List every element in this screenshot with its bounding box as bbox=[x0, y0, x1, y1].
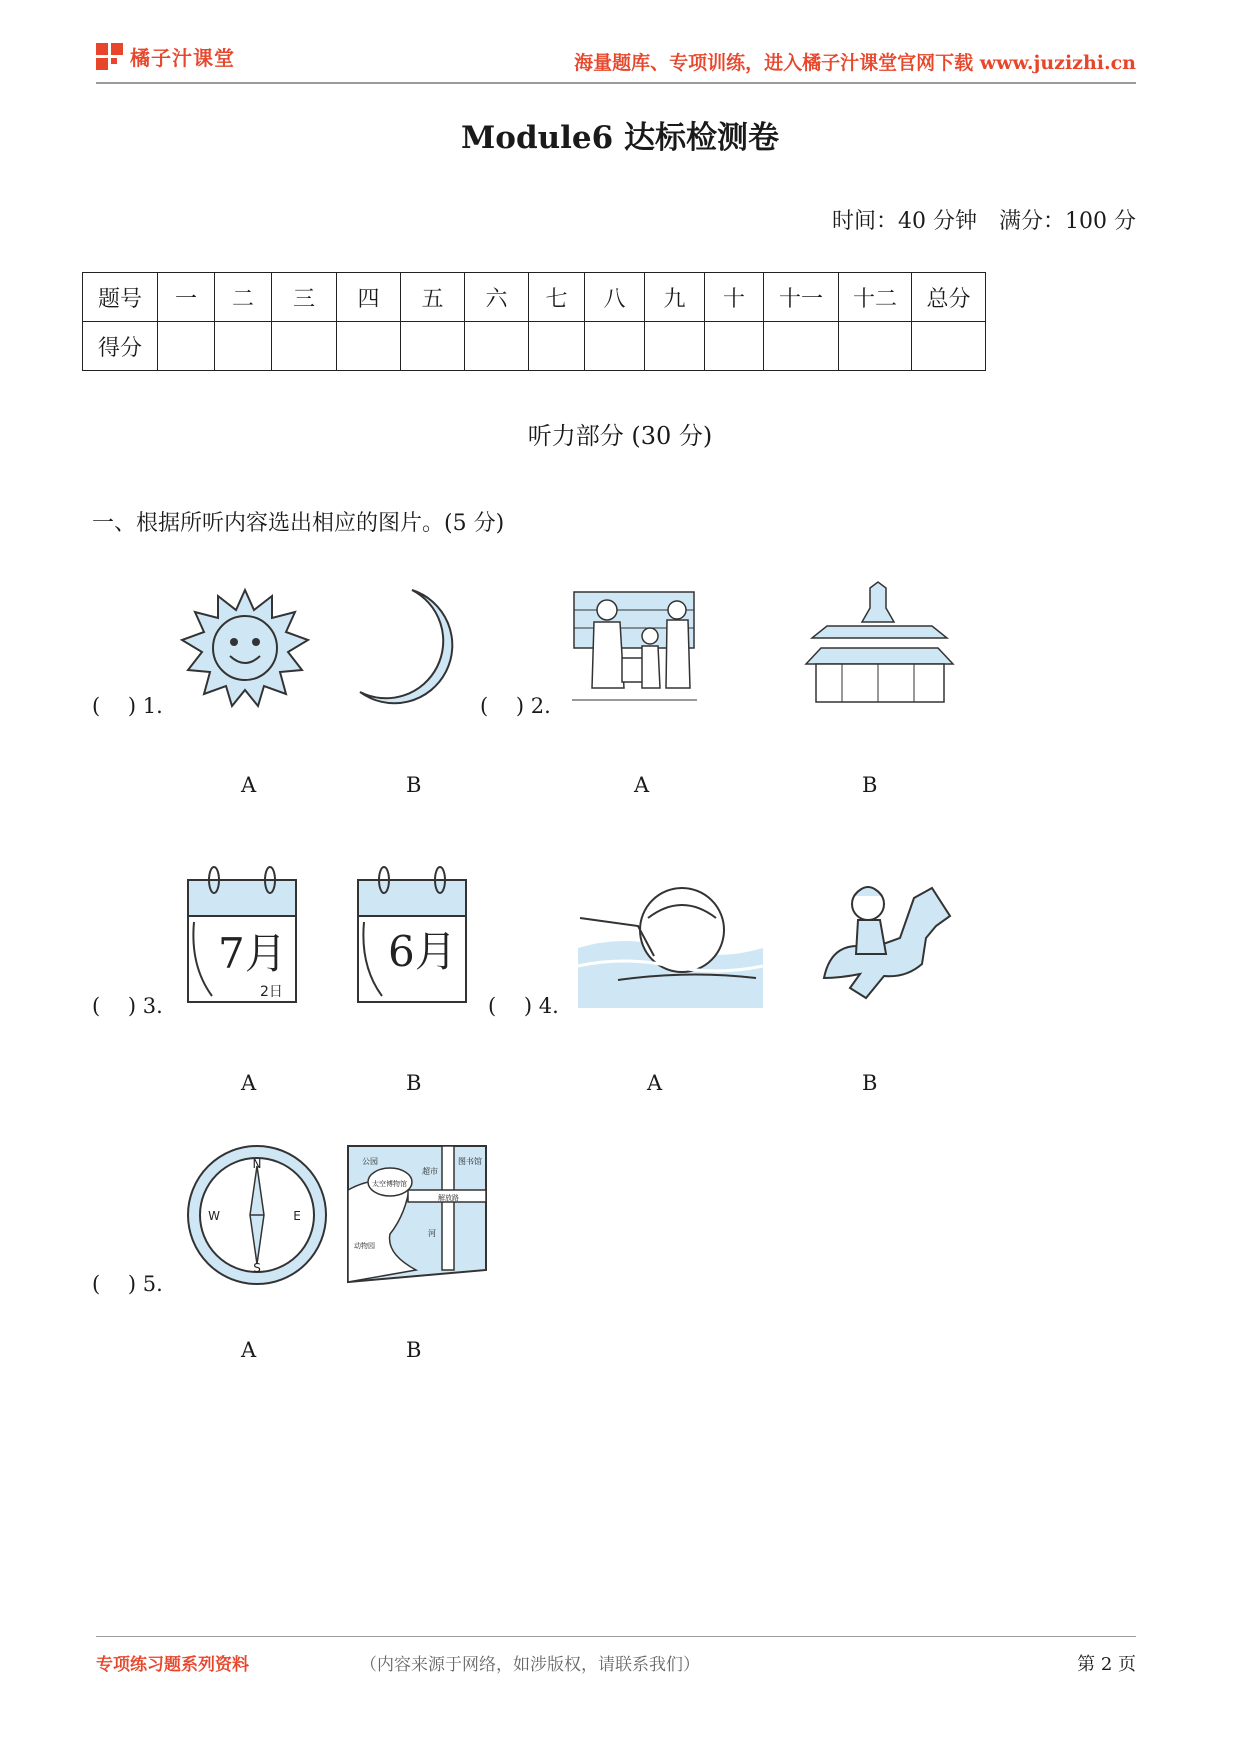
swimmer-icon bbox=[578, 882, 763, 1012]
score-table bbox=[82, 272, 986, 371]
score-cell: 二 bbox=[215, 273, 272, 322]
page-number: 第 2 页 bbox=[1077, 1654, 1136, 1675]
score-cell: 六 bbox=[465, 273, 529, 322]
logo-icon bbox=[96, 43, 124, 71]
option-label: B bbox=[862, 1071, 878, 1095]
option-label: B bbox=[406, 1071, 422, 1095]
compass-icon bbox=[186, 1144, 328, 1286]
map-label: 图书馆 bbox=[458, 1157, 482, 1166]
score-cell: 十 bbox=[705, 273, 764, 322]
footer-divider bbox=[96, 1636, 1136, 1637]
horse-rider-icon bbox=[814, 878, 954, 1006]
option-label: A bbox=[241, 773, 257, 797]
map-label: 动物园 bbox=[354, 1242, 375, 1250]
score-input-cell bbox=[401, 322, 465, 371]
score-cell: 七 bbox=[529, 273, 585, 322]
map-label: 公园 bbox=[362, 1157, 378, 1166]
score-input-cell bbox=[465, 322, 529, 371]
calendar-july-icon bbox=[186, 866, 298, 1004]
header-slogan: 海量题库、专项训练，进入橘子汁课堂官网下载 www.juzizhi.cn bbox=[574, 52, 1136, 74]
option-label: B bbox=[862, 773, 878, 797]
calendar-june-icon bbox=[356, 866, 468, 1004]
score-cell: 五 bbox=[401, 273, 465, 322]
map-label: 河 bbox=[428, 1229, 436, 1238]
footer-copyright: （内容来源于网络，如涉版权，请联系我们） bbox=[360, 1655, 700, 1675]
score-input-cell bbox=[215, 322, 272, 371]
calendar-month-text: 7月 bbox=[218, 929, 287, 978]
sun-icon bbox=[180, 588, 310, 708]
score-input-cell bbox=[912, 322, 986, 371]
score-input-cell bbox=[158, 322, 215, 371]
score-input-cell bbox=[585, 322, 645, 371]
calendar-day-text: 2日 bbox=[260, 984, 283, 1000]
footer-series: 专项练习题系列资料 bbox=[96, 1655, 249, 1675]
calendar-month-text: 6月 bbox=[388, 927, 457, 976]
compass-north: N bbox=[252, 1157, 262, 1171]
score-cell: 题号 bbox=[83, 273, 158, 322]
score-input-cell bbox=[839, 322, 912, 371]
moon-icon bbox=[352, 588, 467, 708]
score-cell: 一 bbox=[158, 273, 215, 322]
supermarket-family-icon bbox=[572, 588, 697, 708]
score-input-cell bbox=[645, 322, 705, 371]
score-cell: 十二 bbox=[839, 273, 912, 322]
score-table-header-row bbox=[83, 273, 986, 322]
logo-text: 橘子汁课堂 bbox=[130, 46, 235, 70]
map-icon bbox=[346, 1144, 488, 1284]
compass-south: S bbox=[253, 1261, 261, 1275]
score-cell: 三 bbox=[272, 273, 337, 322]
score-input-cell bbox=[272, 322, 337, 371]
compass-east: E bbox=[293, 1209, 301, 1223]
option-label: A bbox=[647, 1071, 663, 1095]
score-cell: 得分 bbox=[83, 322, 158, 371]
option-label: B bbox=[406, 773, 422, 797]
score-cell: 八 bbox=[585, 273, 645, 322]
option-label: A bbox=[634, 773, 650, 797]
question-number-5: ( ) 5. bbox=[92, 1272, 163, 1296]
page-title: Module6 达标检测卷 bbox=[460, 120, 780, 156]
section-title: 听力部分 (30 分) bbox=[527, 422, 713, 450]
compass-west: W bbox=[208, 1209, 220, 1223]
score-input-cell bbox=[529, 322, 585, 371]
brand-logo bbox=[96, 42, 235, 71]
option-label: A bbox=[241, 1338, 257, 1362]
temple-icon bbox=[802, 582, 957, 707]
score-cell: 总分 bbox=[912, 273, 986, 322]
score-table-score-row bbox=[83, 322, 986, 371]
header-divider bbox=[96, 82, 1136, 84]
exam-meta: 时间：40 分钟 满分：100 分 bbox=[832, 209, 1136, 234]
score-cell: 十一 bbox=[764, 273, 839, 322]
option-label: A bbox=[241, 1071, 257, 1095]
score-cell: 九 bbox=[645, 273, 705, 322]
question-number-4: ( ) 4. bbox=[488, 994, 559, 1018]
option-label: B bbox=[406, 1338, 422, 1362]
score-input-cell bbox=[337, 322, 401, 371]
question-number-2: ( ) 2. bbox=[480, 694, 551, 718]
score-input-cell bbox=[764, 322, 839, 371]
question-heading: 一、根据所听内容选出相应的图片。(5 分) bbox=[92, 511, 505, 536]
map-label: 太空博物馆 bbox=[372, 1180, 407, 1188]
score-input-cell bbox=[705, 322, 764, 371]
map-label: 解放路 bbox=[438, 1194, 459, 1202]
score-cell: 四 bbox=[337, 273, 401, 322]
map-label: 超市 bbox=[422, 1167, 438, 1176]
question-number-1: ( ) 1. bbox=[92, 694, 163, 718]
question-number-3: ( ) 3. bbox=[92, 994, 163, 1018]
